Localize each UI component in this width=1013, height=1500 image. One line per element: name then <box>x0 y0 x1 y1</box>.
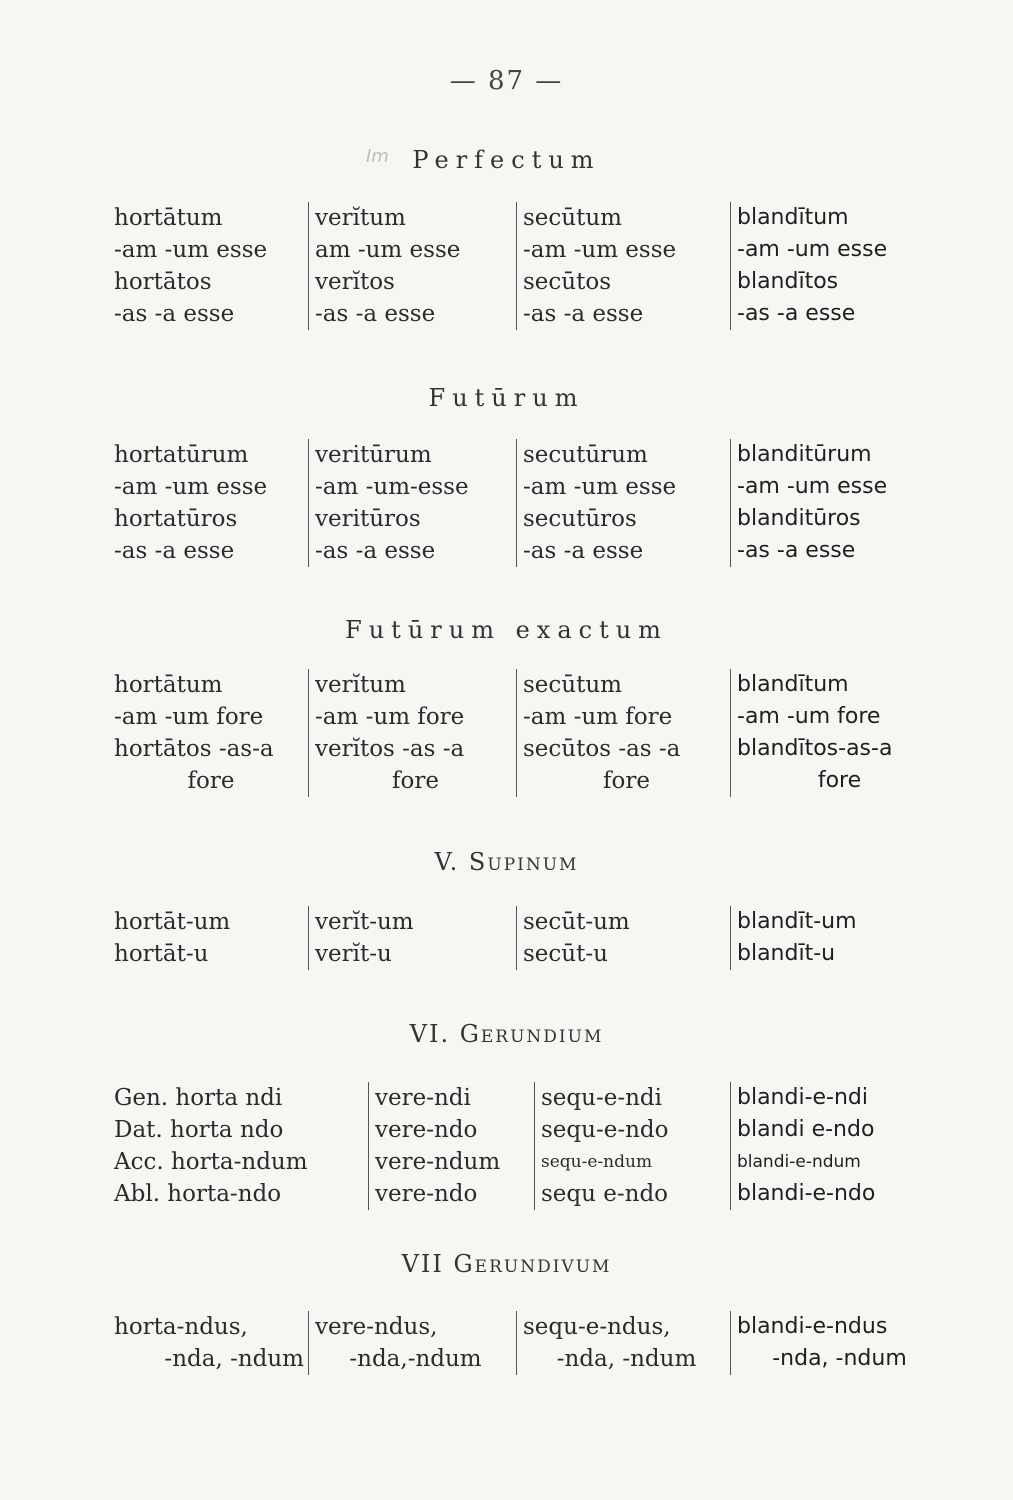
form-cell: -am -um-esse <box>315 474 469 500</box>
form-cell: vere-ndo <box>375 1181 478 1207</box>
form-cell: hortātos -as-a <box>114 736 274 762</box>
form-cell: veritūros <box>315 506 421 532</box>
form-cell: -am -um fore <box>114 704 264 730</box>
perfectum-col-2 <box>308 202 516 330</box>
form-cell: blandītum <box>737 205 849 230</box>
futurum-col-4 <box>730 439 942 567</box>
form-cell: sequ-e-ndus, <box>523 1314 671 1340</box>
page-number: — 87 — <box>449 66 564 96</box>
form-cell: hortātum <box>114 672 223 698</box>
form-cell: -as -a esse <box>315 301 436 327</box>
form-cell: secūtos <box>523 269 612 295</box>
form-cell: blandi-e-ndum <box>737 1152 861 1172</box>
form-cell: Dat. horta ndo <box>114 1117 284 1143</box>
form-cell: secutūros <box>523 506 637 532</box>
section-title-supinum: V. Supinum <box>434 848 579 876</box>
form-cell: -as -a esse <box>737 301 856 326</box>
form-cell: fore <box>392 768 439 794</box>
form-cell: verĭtum <box>315 672 406 698</box>
supinum-col-2 <box>308 906 516 970</box>
form-cell: sequ e-ndo <box>541 1181 669 1207</box>
form-cell: Abl. horta-ndo <box>114 1181 282 1207</box>
section-title-futurum-exactum: Futūrum exactum <box>345 616 668 644</box>
form-cell: blandi-e-ndo <box>737 1181 876 1206</box>
form-cell: verĭtos <box>315 269 395 295</box>
form-cell: Acc. horta-ndum <box>114 1149 308 1175</box>
form-cell: sequ-e-ndo <box>541 1117 669 1143</box>
form-cell: fore <box>603 768 650 794</box>
form-cell: vere-ndus, <box>315 1314 438 1340</box>
form-cell: hortātos <box>114 269 212 295</box>
gerundivum-col-2 <box>308 1311 516 1375</box>
form-cell: -as -a esse <box>315 538 436 564</box>
gerundivum-col-3 <box>516 1311 730 1375</box>
form-cell: verĭt-u <box>315 941 392 967</box>
form-cell: hortāt-um <box>114 909 231 935</box>
form-cell: blandi-e-ndus <box>737 1314 888 1339</box>
form-cell: hortāt-u <box>114 941 209 967</box>
form-cell: vere-ndi <box>375 1085 471 1111</box>
form-cell: Gen. horta ndi <box>114 1085 283 1111</box>
futurum-exactum-col-3 <box>516 669 730 797</box>
form-cell: -am -um fore <box>315 704 465 730</box>
gerundivum-col-1 <box>112 1311 308 1375</box>
form-cell: sequ-e-ndi <box>541 1085 662 1111</box>
gerundium-col-2 <box>368 1082 534 1210</box>
futurum-col-1 <box>112 439 308 567</box>
form-cell: blandi e-ndo <box>737 1117 875 1142</box>
form-cell: -nda, -ndum <box>556 1346 697 1372</box>
form-cell: fore <box>817 768 862 793</box>
futurum-table <box>112 439 942 567</box>
gerundium-table <box>112 1082 942 1210</box>
form-cell: blandīt-u <box>737 941 836 966</box>
form-cell: -am -um esse <box>737 474 888 499</box>
section-title-futurum: Futūrum <box>428 384 585 412</box>
perfectum-col-4 <box>730 202 942 330</box>
perfectum-col-1 <box>112 202 308 330</box>
gerundium-col-1 <box>112 1082 368 1210</box>
form-cell: horta-ndus, <box>114 1314 248 1340</box>
form-cell: -am -um esse <box>737 237 888 262</box>
perfectum-col-3 <box>516 202 730 330</box>
form-cell: -am -um esse <box>523 474 677 500</box>
form-cell: blandītum <box>737 672 849 697</box>
form-cell: verĭtum <box>315 205 406 231</box>
gerundivum-table <box>112 1311 942 1375</box>
form-cell: blandītos <box>737 269 839 294</box>
form-cell: secūt-u <box>523 941 608 967</box>
form-cell: blanditūros <box>737 506 861 531</box>
form-cell: secūtum <box>523 672 622 698</box>
form-cell: blandītos-as-a <box>737 736 893 761</box>
form-cell: -as -a esse <box>737 538 856 563</box>
form-cell: verĭtos -as -a <box>315 736 465 762</box>
form-cell: fore <box>187 768 235 794</box>
form-cell: verĭt-um <box>315 909 414 935</box>
form-cell: -nda, -ndum <box>164 1346 304 1372</box>
section-title-gerundium: VI. Gerundium <box>409 1020 604 1048</box>
form-cell: vere-ndum <box>375 1149 501 1175</box>
form-cell: secūtum <box>523 205 622 231</box>
supinum-col-1 <box>112 906 308 970</box>
section-title-perfectum: Perfectum <box>412 146 601 174</box>
form-cell: blanditūrum <box>737 442 872 467</box>
form-cell: -am -um esse <box>114 474 268 500</box>
futurum-col-2 <box>308 439 516 567</box>
form-cell: secūt-um <box>523 909 630 935</box>
form-cell: secutūrum <box>523 442 648 468</box>
form-cell: sequ-e-ndum <box>541 1152 653 1172</box>
supinum-table <box>112 906 942 970</box>
form-cell: -am -um esse <box>523 237 677 263</box>
form-cell: -am -um esse <box>114 237 268 263</box>
futurum-exactum-table <box>112 669 942 797</box>
form-cell: vere-ndo <box>375 1117 478 1143</box>
form-cell: blandīt-um <box>737 909 857 934</box>
form-cell: -nda,-ndum <box>349 1346 482 1372</box>
perfectum-table <box>112 202 942 330</box>
futurum-exactum-col-2 <box>308 669 516 797</box>
form-cell: hortatūros <box>114 506 238 532</box>
form-cell: am -um esse <box>315 237 461 263</box>
pencil-annotation: Im <box>366 146 389 167</box>
form-cell: hortātum <box>114 205 223 231</box>
gerundivum-col-4 <box>730 1311 942 1375</box>
form-cell: -am -um fore <box>737 704 881 729</box>
form-cell: -as -a esse <box>114 301 235 327</box>
supinum-col-3 <box>516 906 730 970</box>
form-cell: -nda, -ndum <box>772 1346 907 1371</box>
form-cell: -as -a esse <box>114 538 235 564</box>
form-cell: secūtos -as -a <box>523 736 681 762</box>
gerundium-col-4 <box>730 1082 942 1210</box>
form-cell: hortatūrum <box>114 442 249 468</box>
form-cell: -as -a esse <box>523 538 644 564</box>
gerundium-col-3 <box>534 1082 730 1210</box>
futurum-exactum-col-4 <box>730 669 942 797</box>
form-cell: veritūrum <box>315 442 432 468</box>
form-cell: blandi-e-ndi <box>737 1085 869 1110</box>
form-cell: -as -a esse <box>523 301 644 327</box>
form-cell: -am -um fore <box>523 704 673 730</box>
supinum-col-4 <box>730 906 942 970</box>
futurum-col-3 <box>516 439 730 567</box>
section-title-gerundivum: VII Gerundivum <box>401 1250 612 1278</box>
futurum-exactum-col-1 <box>112 669 308 797</box>
